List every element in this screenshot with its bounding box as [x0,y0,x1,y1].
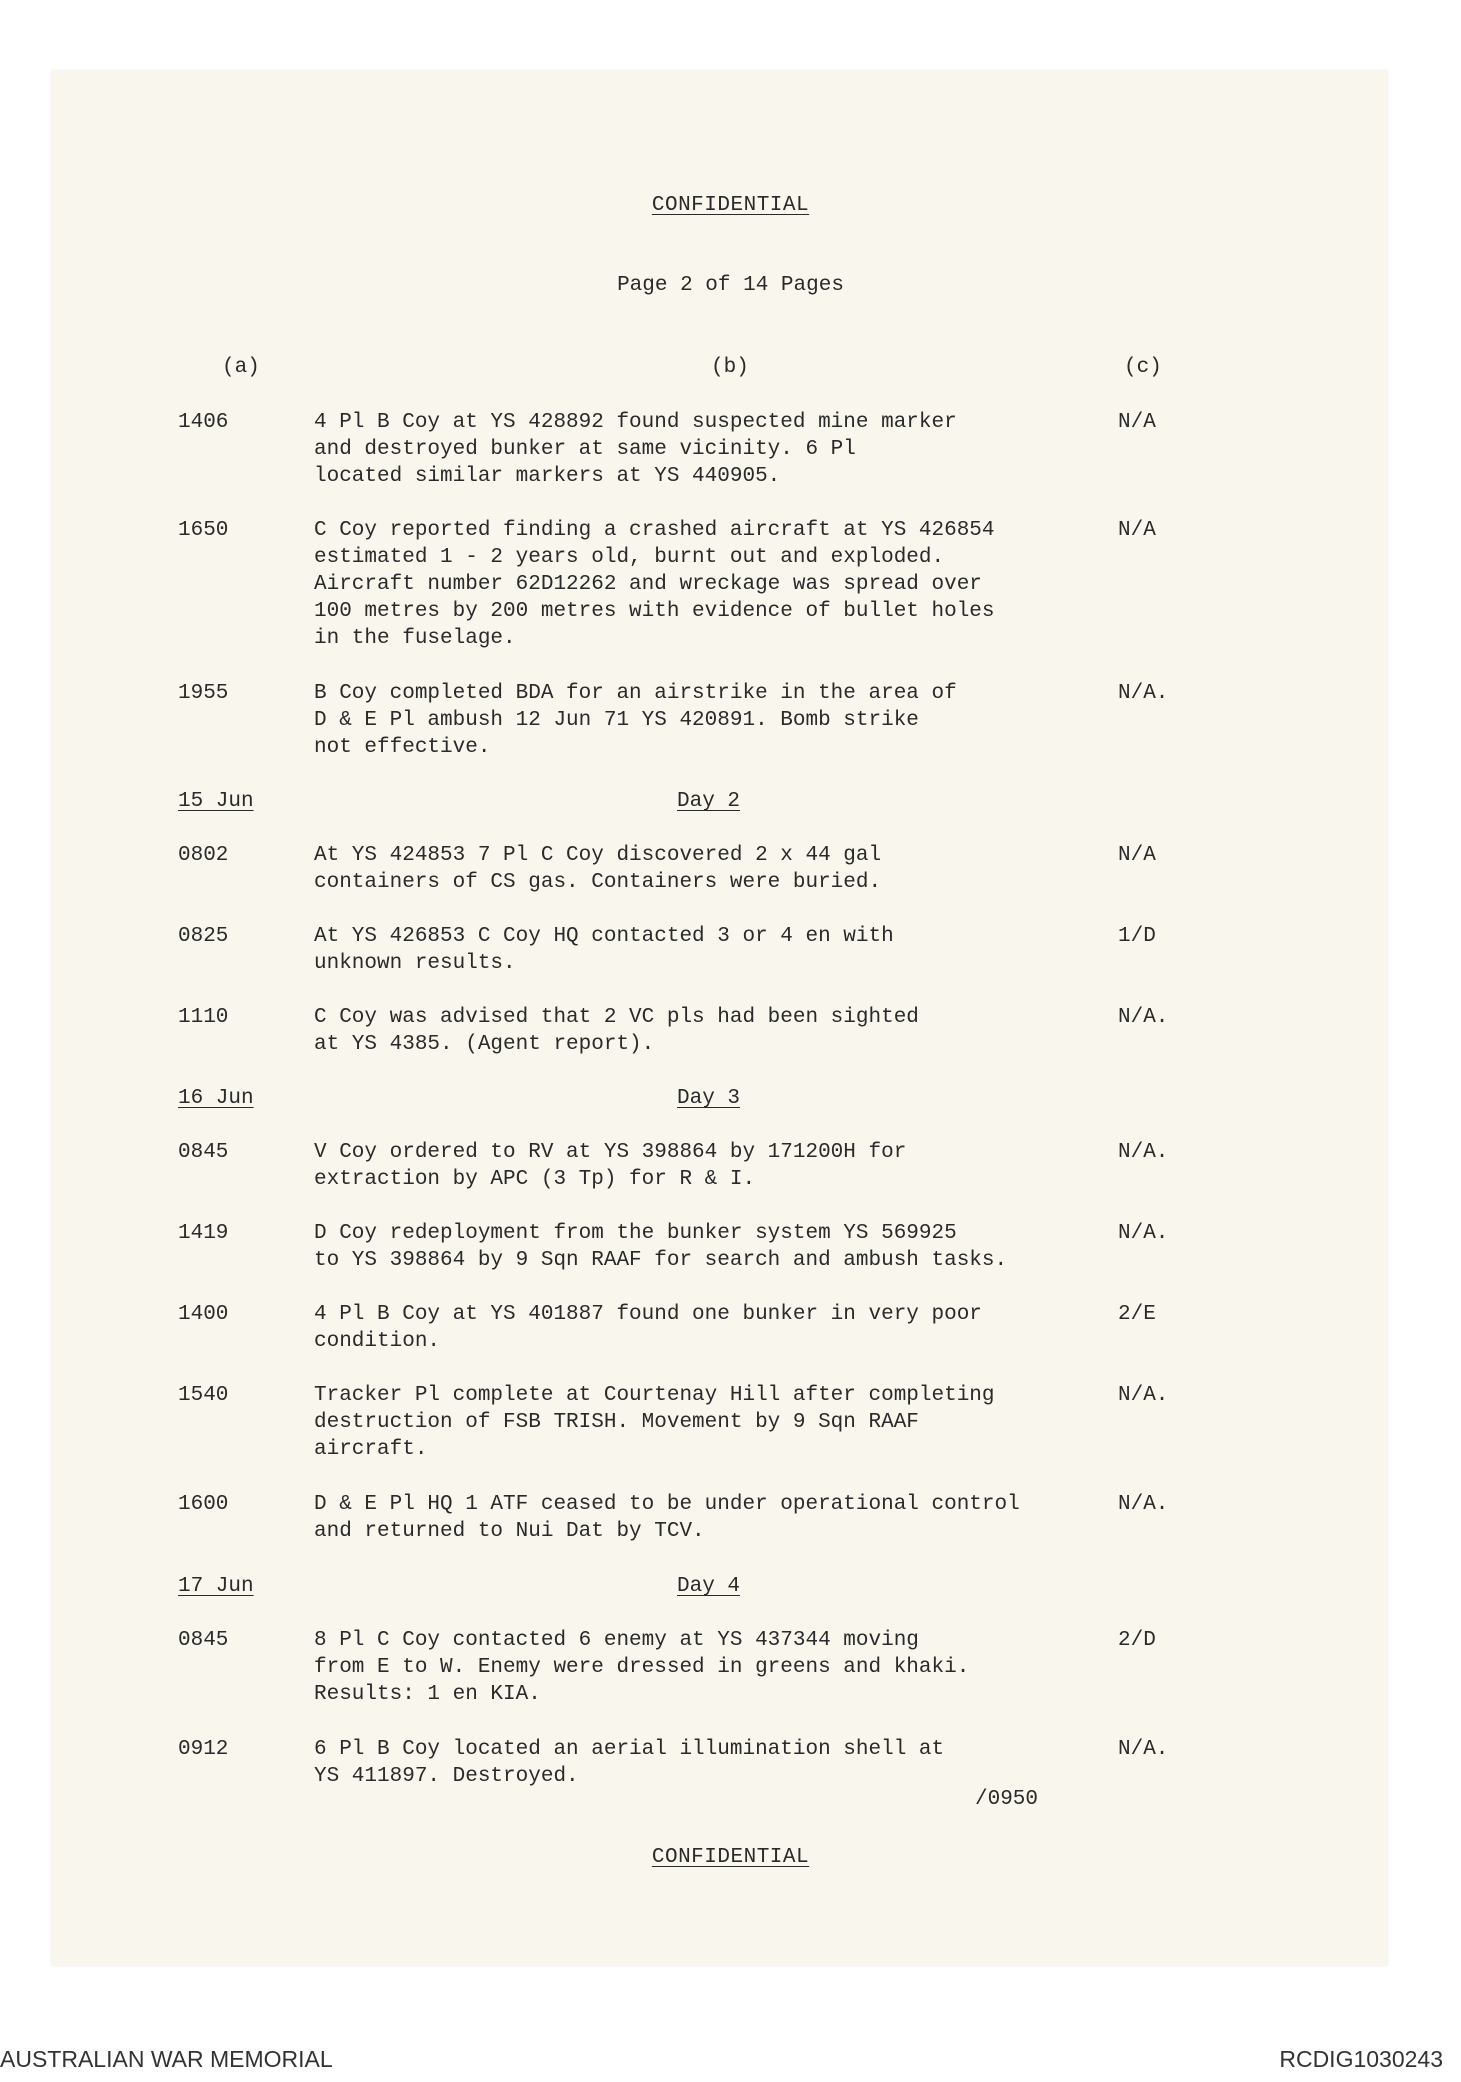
day-date: 15 Jun [178,790,254,813]
entry-description: D Coy redeployment from the bunker system YS 569925 to YS 398864 by 9 Sqn RAAF for search and ambush tasks. [314,1222,1008,1272]
entry-code: N/A. [1118,682,1169,705]
entry-description: 4 Pl B Coy at YS 428892 found suspected mine marker and destroyed bunker at same vicinity. 6 Pl located similar markers at YS 440905. [314,411,957,488]
entry-time: 0845 [178,1141,229,1164]
column-header-a: (a) [222,356,260,379]
entry-code: N/A [1118,519,1156,542]
entry-description: 4 Pl B Coy at YS 401887 found one bunker in very poor condition. [314,1303,982,1353]
entry-time: 1955 [178,682,229,705]
day-number: Day 3 [677,1087,741,1110]
entry-description: At YS 424853 7 Pl C Coy discovered 2 x 44 gal containers of CS gas. Containers were buried. [314,844,882,894]
entry-description: 6 Pl B Coy located an aerial illumination shell at YS 411897. Destroyed. [314,1738,945,1788]
entry-code: N/A. [1118,1141,1169,1164]
column-header-c: (c) [1124,356,1162,379]
entry-code: 2/E [1118,1303,1156,1326]
day-date: 16 Jun [178,1087,254,1110]
archive-id: RCDIG1030243 [1279,2046,1443,2072]
entry-description: At YS 426853 C Coy HQ contacted 3 or 4 en with unknown results. [314,925,894,975]
day-date: 17 Jun [178,1575,254,1598]
day-number: Day 2 [677,790,741,813]
entry-code: N/A. [1118,1222,1169,1245]
day-number: Day 4 [677,1575,741,1598]
entry-description: Tracker Pl complete at Courtenay Hill after completing destruction of FSB TRISH. Movement by 9 Sqn RAAF aircraft. [314,1384,995,1461]
entry-code: N/A. [1118,1493,1169,1516]
entry-time: 1540 [178,1384,229,1407]
entry-description: C Coy reported finding a crashed aircraft at YS 426854 estimated 1 - 2 years old, burnt out and exploded. Aircraft number 62D12262 and wreckage was spread over 100 metres by 200 metres with evidence of bullet holes in the fuselage. [314,519,995,650]
entry-code: 2/D [1118,1629,1156,1652]
entry-description: 8 Pl C Coy contacted 6 enemy at YS 437344 moving from E to W. Enemy were dressed in greens and khaki. Results: 1 en KIA. [314,1629,970,1706]
archive-credit: AUSTRALIAN WAR MEMORIAL [0,2046,333,2072]
entry-time: 0825 [178,925,229,948]
entry-time: 1419 [178,1222,229,1245]
page-reference: /0950 [975,1788,1039,1811]
entry-time: 0912 [178,1738,229,1761]
entry-code: N/A. [1118,1384,1169,1407]
entry-time: 1400 [178,1303,229,1326]
entry-description: C Coy was advised that 2 VC pls had been sighted at YS 4385. (Agent report). [314,1006,919,1056]
entry-code: N/A. [1118,1738,1169,1761]
classification-footer: CONFIDENTIAL [651,1846,810,1869]
entry-time: 0802 [178,844,229,867]
entry-description: D & E Pl HQ 1 ATF ceased to be under operational control and returned to Nui Dat by TCV. [314,1493,1020,1543]
entry-description: B Coy completed BDA for an airstrike in the area of D & E Pl ambush 12 Jun 71 YS 420891. Bomb strike not effective. [314,682,957,759]
entry-time: 0845 [178,1629,229,1652]
entry-time: 1406 [178,411,229,434]
column-header-b: (b) [711,356,749,379]
entry-code: N/A [1118,411,1156,434]
entry-description: V Coy ordered to RV at YS 398864 by 171200H for extraction by APC (3 Tp) for R & I. [314,1141,907,1191]
classification-header: CONFIDENTIAL [651,194,810,217]
entry-code: N/A [1118,844,1156,867]
entry-code: N/A. [1118,1006,1169,1029]
page-info: Page 2 of 14 Pages [617,274,844,297]
entry-time: 1650 [178,519,229,542]
entry-time: 1110 [178,1006,229,1029]
entry-code: 1/D [1118,925,1156,948]
entry-time: 1600 [178,1493,229,1516]
